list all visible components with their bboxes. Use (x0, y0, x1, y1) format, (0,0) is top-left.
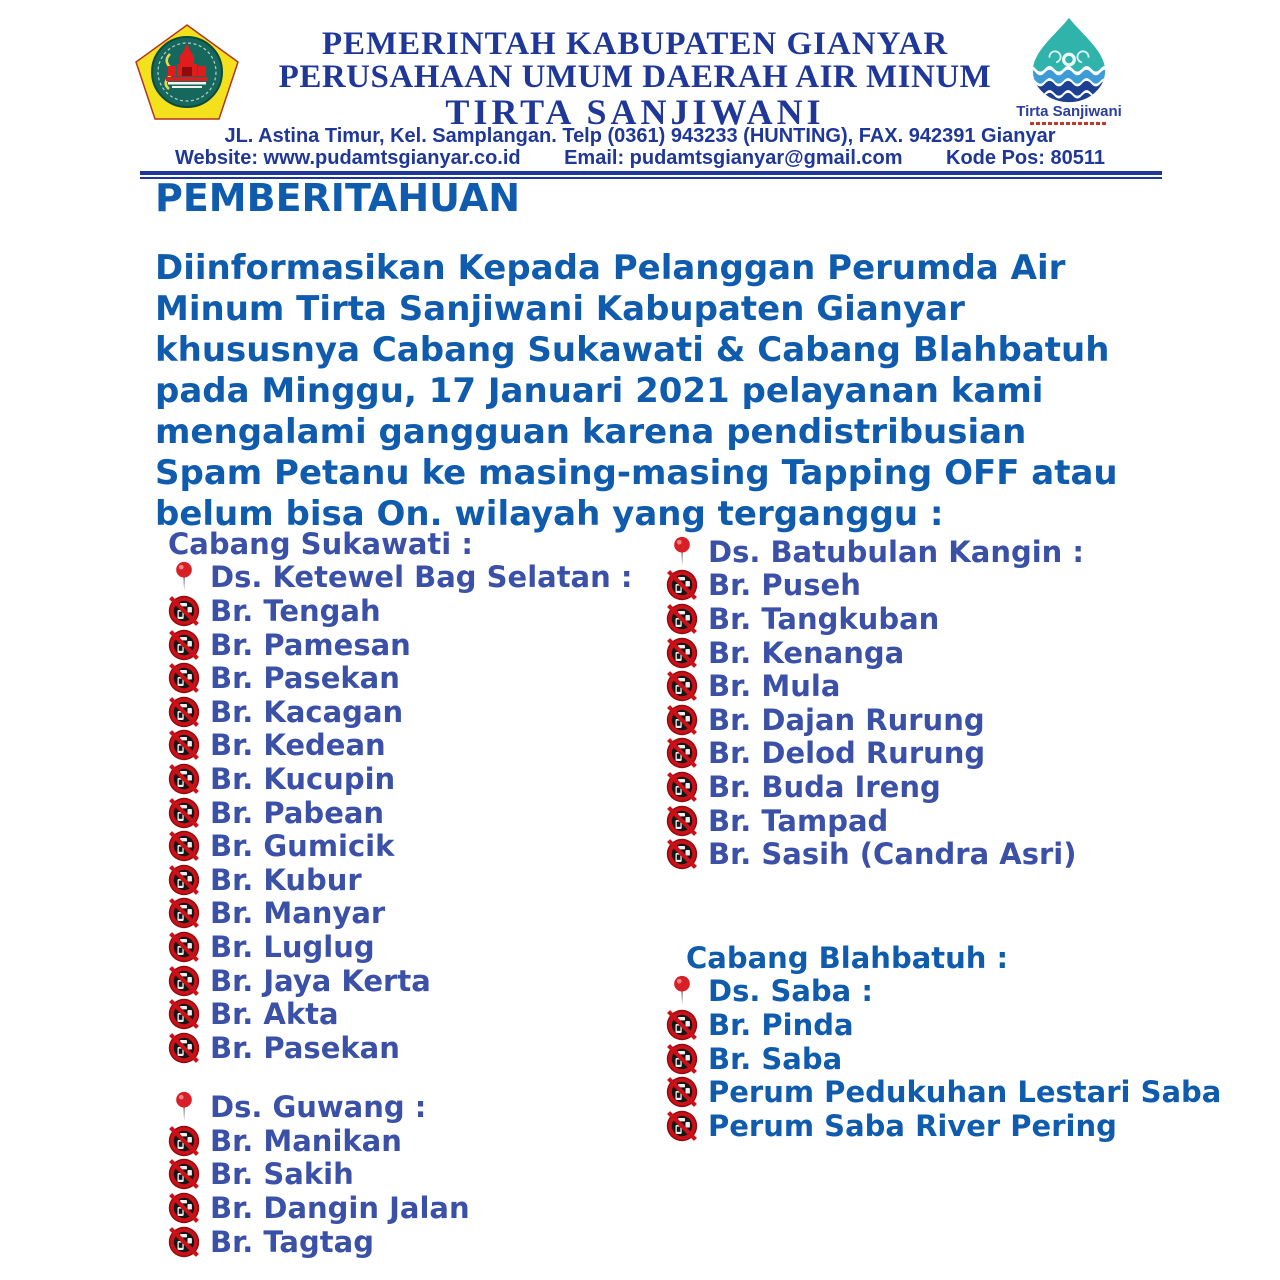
header-title-line1: PEMERINTAH KABUPATEN GIANYAR (321, 26, 949, 62)
list-item-label: Br. Pinda (708, 1007, 854, 1042)
divider-thick-line (140, 171, 1162, 175)
no-mobile-phone-icon (168, 595, 200, 627)
no-mobile-phone-icon (666, 771, 698, 803)
list-item-label: Br. Delod Rurung (708, 736, 986, 771)
list-item-label: Br. Tengah (210, 593, 381, 628)
list-item-label: Br. Pasekan (210, 661, 400, 696)
contact-row (175, 147, 1105, 170)
notice-body: Diinformasikan Kepada Pelanggan Perumda Air Minum Tirta Sanjiwani Kabupaten Gianyar khususnya Cabang Sukawati & Cabang Blahbatuh pada Minggu, 17 Januari 2021 pelayanan kami mengalami gangguan karena pendistribusian Spam Petanu ke masing-masing Tapping OFF atau belum bisa On. wilayah yang terganggu : (155, 248, 1118, 534)
village-heading-label: Ds. Saba : (708, 974, 873, 1009)
no-mobile-phone-icon (168, 864, 200, 896)
round-pushpin-icon (174, 561, 194, 593)
list-item (666, 804, 1211, 838)
list-item (168, 796, 658, 830)
no-mobile-phone-icon (168, 897, 200, 929)
column-batubulan-blahbatuh (666, 534, 1222, 1143)
no-mobile-phone-icon (666, 838, 698, 870)
list-item (168, 762, 658, 796)
village-heading-label: Ds. Batubulan Kangin : (708, 534, 1085, 569)
no-mobile-phone-icon (168, 662, 200, 694)
list-item-label: Br. Jaya Kerta (210, 963, 431, 998)
list-item (168, 1124, 658, 1158)
list-item-label: Br. Sakih (210, 1157, 354, 1192)
water-drop-icon (1021, 16, 1117, 104)
list-item (666, 1075, 1222, 1110)
no-mobile-phone-icon (666, 1076, 698, 1108)
list-item-label: Br. Sasih (Candra Asri) (708, 837, 1077, 872)
list-item (666, 602, 1211, 636)
list-item-label: Br. Tangkuban (708, 601, 940, 636)
no-mobile-phone-icon (666, 670, 698, 702)
list-item-label: Br. Akta (210, 997, 339, 1032)
no-mobile-phone-icon (666, 569, 698, 601)
village-heading-batubulan (666, 535, 1211, 569)
list-item-label: Br. Manyar (210, 896, 386, 931)
list-item (168, 661, 658, 695)
list-item-label: Br. Tampad (708, 803, 889, 838)
gianyar-crest-logo (132, 22, 242, 122)
address-line: JL. Astina Timur, Kel. Samplangan. Telp (0361) 943233 (HUNTING), FAX. 942391 Gianyar (224, 125, 1056, 147)
village-heading-label: Ds. Ketewel Bag Selatan : (210, 560, 633, 595)
list-item (666, 737, 1211, 771)
no-mobile-phone-icon (168, 1192, 200, 1224)
list-item (666, 703, 1211, 737)
pentagon-crest-icon (132, 22, 242, 122)
no-mobile-phone-icon (168, 696, 200, 728)
list-item (666, 1008, 1211, 1042)
email-label: Email: pudamtsgianyar@gmail.com (564, 147, 903, 169)
list-item-label: Br. Saba (708, 1041, 843, 1076)
no-mobile-phone-icon (666, 1110, 698, 1142)
no-mobile-phone-icon (666, 1009, 698, 1041)
branch-heading-label: Cabang Sukawati : (168, 526, 473, 561)
list-item-label: Br. Kacagan (210, 694, 404, 729)
branch-heading-label: Cabang Blahbatuh : (686, 940, 1009, 975)
list-item (168, 1158, 658, 1192)
header-title-line3: TIRTA SANJIWANI (445, 92, 825, 132)
list-item (168, 729, 658, 763)
no-mobile-phone-icon (168, 931, 200, 963)
list-item (168, 628, 658, 662)
list-item (666, 1109, 1211, 1143)
list-item-label: Br. Luglug (210, 929, 375, 964)
list-item-label: Br. Dangin Jalan (210, 1191, 470, 1226)
no-mobile-phone-icon (168, 830, 200, 862)
branch-heading-sukawati (168, 527, 658, 561)
no-mobile-phone-icon (666, 704, 698, 736)
no-mobile-phone-icon (168, 1125, 200, 1157)
village-heading-label: Ds. Guwang : (210, 1090, 427, 1125)
list-item-label: Perum Saba River Pering (708, 1108, 1117, 1143)
list-item-label: Br. Mula (708, 669, 841, 704)
no-mobile-phone-icon (168, 763, 200, 795)
village-heading-ketewel (168, 561, 658, 595)
list-item (168, 594, 658, 628)
village-heading-saba (666, 975, 1211, 1009)
list-item-label: Br. Tagtag (210, 1224, 374, 1259)
no-mobile-phone-icon (666, 1043, 698, 1075)
tirta-sanjiwani-logo (995, 16, 1143, 125)
list-item (666, 569, 1211, 603)
no-mobile-phone-icon (168, 1226, 200, 1258)
letterhead-titles (250, 27, 1020, 130)
village-heading-guwang (168, 1091, 658, 1125)
list-item (666, 837, 1211, 871)
list-item (168, 1031, 658, 1065)
notice-title: PEMBERITAHUAN (155, 176, 521, 220)
round-pushpin-icon (174, 1091, 194, 1123)
logo-wordmark: Tirta Sanjiwani (1016, 103, 1122, 120)
no-mobile-phone-icon (666, 603, 698, 635)
list-item-label: Perum Pedukuhan Lestari Saba (708, 1075, 1222, 1110)
round-pushpin-icon (672, 536, 692, 568)
no-mobile-phone-icon (168, 629, 200, 661)
no-mobile-phone-icon (168, 1032, 200, 1064)
no-mobile-phone-icon (168, 729, 200, 761)
list-item-label: Br. Buda Ireng (708, 769, 941, 804)
list-item-label: Br. Kubur (210, 862, 362, 897)
list-item (168, 1191, 658, 1225)
no-mobile-phone-icon (666, 737, 698, 769)
header-title-line2: PERUSAHAAN UMUM DAERAH AIR MINUM (278, 59, 992, 95)
list-item-label: Br. Pamesan (210, 627, 411, 662)
postal-code-label: Kode Pos: 80511 (946, 147, 1105, 169)
no-mobile-phone-icon (168, 998, 200, 1030)
no-mobile-phone-icon (666, 805, 698, 837)
list-item-label: Br. Kenanga (708, 635, 905, 670)
list-item (168, 997, 658, 1031)
list-item (168, 695, 658, 729)
list-item (666, 1042, 1211, 1076)
list-item (666, 669, 1211, 703)
no-mobile-phone-icon (168, 965, 200, 997)
branch-heading-blahbatuh (666, 941, 1211, 975)
list-item-label: Br. Manikan (210, 1123, 402, 1158)
list-item (168, 1225, 658, 1259)
list-item (666, 770, 1211, 804)
list-item (168, 964, 658, 998)
round-pushpin-icon (672, 975, 692, 1007)
column-cabang-sukawati (168, 527, 658, 1258)
list-item (666, 636, 1211, 670)
no-mobile-phone-icon (168, 797, 200, 829)
no-mobile-phone-icon (168, 1158, 200, 1190)
list-item (168, 863, 658, 897)
website-label: Website: www.pudamtsgianyar.co.id (175, 147, 521, 169)
list-item-label: Br. Pabean (210, 795, 385, 830)
list-item (168, 930, 658, 964)
no-mobile-phone-icon (666, 637, 698, 669)
list-item-label: Br. Gumicik (210, 829, 395, 864)
list-item-label: Br. Kedean (210, 728, 386, 763)
list-item (168, 897, 658, 931)
list-item-label: Br. Dajan Rurung (708, 702, 985, 737)
list-item-label: Br. Kucupin (210, 761, 396, 796)
list-item-label: Br. Puseh (708, 568, 861, 603)
list-item (168, 829, 658, 863)
list-item-label: Br. Pasekan (210, 1030, 400, 1065)
